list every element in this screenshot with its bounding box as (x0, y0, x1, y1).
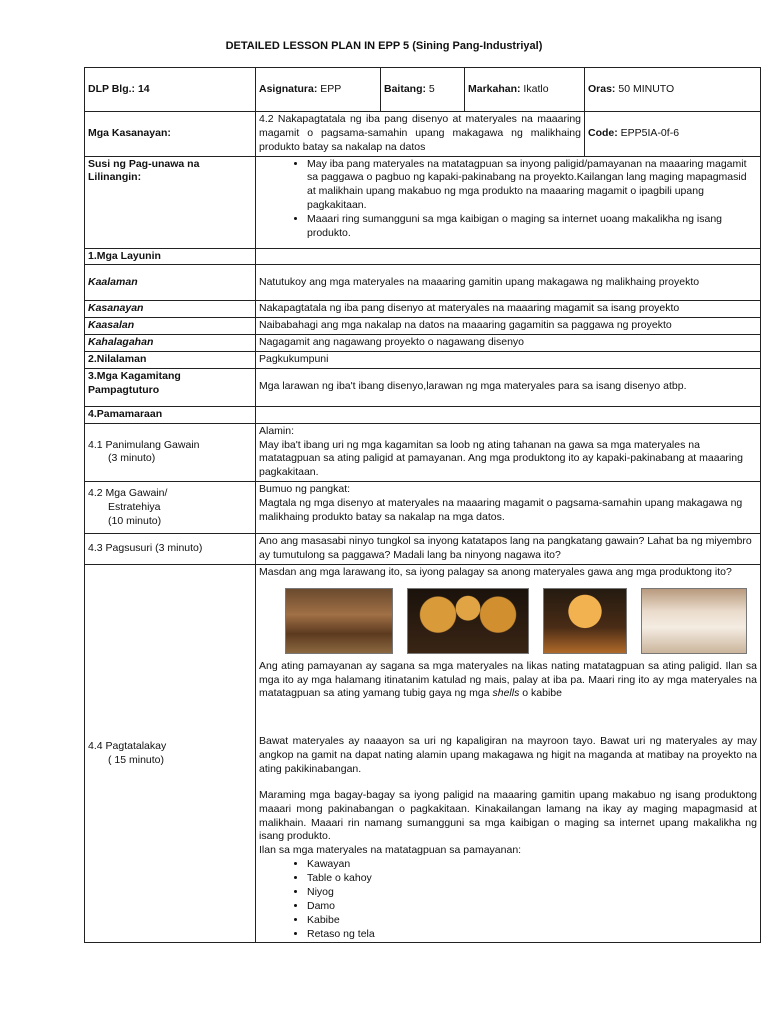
nilalaman-row (85, 352, 761, 369)
spacer (259, 701, 757, 735)
susi-label: Susi ng Pag-unawa na Lilinangin: (85, 156, 256, 248)
kaalaman-row (85, 265, 761, 301)
list-item: • Kawayan (307, 858, 757, 872)
lesson-plan-table (84, 67, 761, 943)
page-title: DETAILED LESSON PLAN IN EPP 5 (Sining Pang-Industriyal) (225, 40, 543, 52)
kahalagahan-label: Kahalagahan (85, 335, 256, 352)
list-item: • Table o kahoy (307, 872, 757, 886)
s42-label: 4.2 Mga Gawain/ (88, 486, 168, 499)
s44-time: ( 15 minuto) (108, 753, 165, 766)
kasanayan-obj-label: Kasanayan (85, 301, 256, 318)
materyales-list (259, 858, 757, 941)
empty-cell (256, 406, 761, 423)
kasanayan-text: 4.2 Nakapagtatala ng iba pang disenyo at materyales na maaaring magamit o pagsama-samahin upang makagawa ng malikhaing produkto batay sa nakalap na datos (256, 112, 585, 157)
oras-label: Oras: (588, 82, 616, 95)
pamamaraan-label: 4.Pamamaraan (85, 406, 256, 423)
asignatura-cell (256, 68, 381, 112)
kahalagahan-row (85, 335, 761, 352)
s44-p1-end: o kabibe (519, 687, 562, 700)
dining-set-photo (641, 588, 747, 654)
markahan-value: Ikatlo (520, 82, 549, 95)
s43-text: Ano ang masasabi ninyo tungkol sa inyong katatapos lang na pangkatang gawain? Lahat ba ng miyembro ay tumutulong sa paggawa? Madali lang ba ninyong nagawa ito? (256, 534, 761, 565)
kagamitan-text: Mga larawan ng iba't ibang disenyo,larawan ng mga materyales para sa isang disenyo atbp. (256, 368, 761, 406)
kaasalan-row (85, 318, 761, 335)
layunin-row (85, 248, 761, 265)
markahan-cell (465, 68, 585, 112)
list-item: • Kabibe (307, 914, 757, 928)
asignatura-label: Asignatura: (259, 82, 318, 95)
panimulang-gawain-row (85, 423, 761, 481)
kagamitan-label: 3.Mga Kagamitang Pampagtuturo (85, 368, 256, 406)
s44-content (256, 564, 761, 942)
nilalaman-label: 2.Nilalaman (85, 352, 256, 369)
list-item: • Retaso ng tela (307, 928, 757, 942)
kasanayan-row (85, 112, 761, 157)
s42-label2: Estratehiya (108, 500, 161, 513)
s41-head: Alamin: (259, 424, 295, 437)
code-cell (585, 112, 761, 157)
spacer (259, 777, 757, 789)
nilalaman-text: Pagkukumpuni (256, 352, 761, 369)
product-photos (259, 580, 757, 660)
kasanayan-obj-row (85, 301, 761, 318)
s42-cell (85, 482, 256, 534)
susi-item: • Maaari ring sumangguni sa mga kaibigan o maging sa internet uoang makalikha ng isang produkto. (307, 213, 757, 241)
baitang-value: 5 (426, 82, 435, 95)
oras-cell (585, 68, 761, 112)
kaalaman-text: Natutukoy ang mga materyales na maaaring gamitin upang makagawa ng malikhaing proyekto (256, 265, 761, 301)
s44-p1-text: Ang ating pamayanan ay sagana sa mga materyales na likas nating matatagpuan sa ating paligid. Ilan sa mga ito ay mga halamang itinatanim katulad ng mais, palay at iba pa. Maari ring ito ay mga materyales na matatagpuan sa ating yamang tubig gaya ng mga (259, 659, 757, 700)
code-value: EPP5IA-0f-6 (617, 126, 680, 139)
gawain-row (85, 482, 761, 534)
dlp-number: DLP Blg.: 14 (85, 68, 256, 112)
layunin-label: 1.Mga Layunin (85, 248, 256, 265)
kaalaman-label: Kaalaman (85, 265, 256, 301)
pagsusuri-row (85, 534, 761, 565)
kagamitan-row (85, 368, 761, 406)
s44-paragraph-3: Maraming mga bagay-bagay sa iyong paligid na maaaring gamitin upang makabuo ng isang produktong maaari mong pakinabangan o pagkakitaan. Kinakailangan lamang na ikay ay maging mapagmasid at malikhain. Maaari rin namang sumangguni sa mga kaibigan o maging sa internet upang makalikha ng isang produkto. (259, 788, 757, 843)
s41-text: May iba't ibang uri ng mga kagamitan sa loob ng ating tahanan na gawa sa mga materyales na matatagpuan sa ating paligid at pamayanan. Ang mga produktong ito ay kapaki-pakinabang at maaaring pagkakitaan. (259, 438, 743, 479)
oras-value: 50 MINUTO (615, 82, 675, 95)
woven-bags-photo (285, 588, 393, 654)
s42-time: (10 minuto) (108, 514, 162, 527)
kaasalan-label: Kaasalan (85, 318, 256, 335)
s41-label: 4.1 Panimulang Gawain (88, 438, 200, 451)
pamamaraan-row (85, 406, 761, 423)
s44-intro: Masdan ang mga larawang ito, sa iyong palagay sa anong materyales gawa ang mga produktong ito? (259, 565, 732, 578)
s43-label: 4.3 Pagsusuri (3 minuto) (85, 534, 256, 565)
s42-head: Bumuo ng pangkat: (259, 483, 351, 496)
s44-paragraph-1 (259, 660, 757, 702)
s42-content (256, 482, 761, 534)
s41-content (256, 423, 761, 481)
baitang-cell (381, 68, 465, 112)
empty-cell (256, 248, 761, 265)
list-item: • Damo (307, 900, 757, 914)
coconut-lamps-photo (407, 588, 529, 654)
kasanayan-obj-text: Nakapagtatala ng iba pang disenyo at materyales na maaaring magamit sa isang proyekto (256, 301, 761, 318)
s41-cell (85, 423, 256, 481)
code-label: Code: (588, 126, 618, 139)
s44-p1-emphasis: shells (492, 687, 520, 700)
s42-text: Magtala ng mga disenyo at materyales na maaaring magamit o pagsama-samahin upang makagawa ng malikhaing produkto batay sa nakalap na mga datos. (259, 497, 743, 523)
s44-label: 4.4 Pagtatalakay (88, 739, 167, 752)
pagtatalakay-row (85, 564, 761, 942)
s44-list-head: Ilan sa mga materyales na matatagpuan sa pamayanan: (259, 844, 522, 857)
kasanayan-label: Mga Kasanayan: (85, 112, 256, 157)
s41-time: (3 minuto) (108, 452, 156, 465)
kahalagahan-text: Nagagamit ang nagawang proyekto o nagawang disenyo (256, 335, 761, 352)
susi-row (85, 156, 761, 248)
susi-item: • May iba pang materyales na matatagpuan sa inyong paligid/pamayanan na maaaring magamit sa paggawa o pagbuo ng kapaki-pakinabang na proyekto.Kailangan lang maging mapagmasid at malikhain upang makabuo ng mga produkto na maaaring magamit o ipagbili upang pagkakitaan. (307, 158, 757, 213)
markahan-label: Markahan: (468, 82, 521, 95)
s44-cell (85, 564, 256, 942)
kaasalan-text: Naibabahagi ang mga nakalap na datos na maaaring gagamitin sa paggawa ng proyekto (256, 318, 761, 335)
list-item: • Niyog (307, 886, 757, 900)
susi-list (259, 158, 757, 241)
susi-content (256, 156, 761, 248)
header-row (85, 68, 761, 112)
s44-paragraph-2: Bawat materyales ay naaayon sa uri ng kapaligiran na mayroon tayo. Bawat uri ng materyales ay may angkop na gamit na dapat nating alamin upang makagawa ng higit na maganda at matibay na proyekto na ating pakikinabangan. (259, 735, 757, 776)
shell-lamp-photo (543, 588, 627, 654)
asignatura-value: EPP (317, 82, 342, 95)
baitang-label: Baitang: (384, 82, 426, 95)
